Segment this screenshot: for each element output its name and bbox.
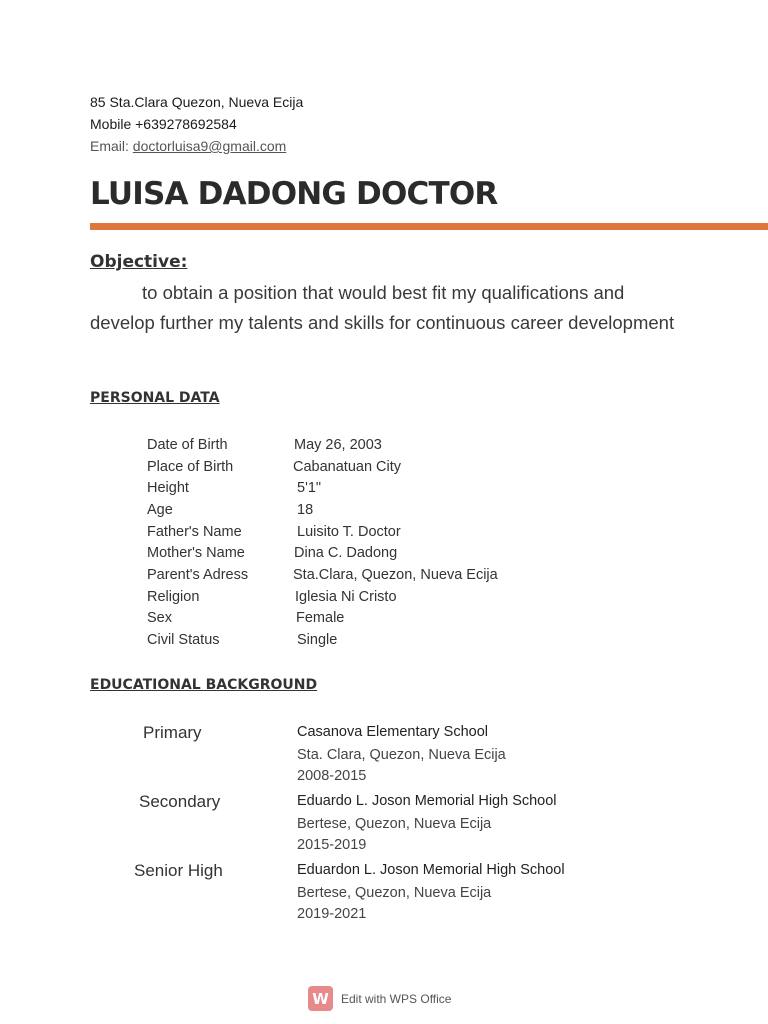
pd-value-age: 18: [297, 502, 314, 518]
pd-label-age: Age: [147, 502, 173, 518]
edu-address-primary: Sta. Clara, Quezon, Nueva Ecija: [297, 747, 506, 763]
pd-label-birthplace: Place of Birth: [147, 459, 234, 475]
accent-rule: [90, 223, 768, 230]
edu-years-primary: 2008-2015: [297, 768, 367, 784]
pd-value-sex: Female: [296, 610, 345, 626]
email-line: [90, 135, 286, 157]
edu-years-secondary: 2015-2019: [297, 837, 367, 853]
edu-school-secondary: Eduardo L. Joson Memorial High School: [297, 793, 557, 809]
pd-value-birthplace: Cabanatuan City: [293, 459, 402, 475]
pd-value-mother: Dina C. Dadong: [294, 545, 398, 561]
personal-data-heading: PERSONAL DATA: [90, 390, 220, 406]
email-label: Email:: [90, 138, 129, 154]
candidate-name: LUISA DADONG DOCTOR: [90, 176, 498, 212]
edu-level-secondary: Secondary: [139, 792, 221, 811]
pd-label-civil-status: Civil Status: [147, 632, 220, 648]
address: 85 Sta.Clara Quezon, Nueva Ecija: [90, 94, 304, 110]
pd-value-height: 5'1": [297, 480, 322, 496]
edu-school-senior-high: Eduardon L. Joson Memorial High School: [297, 862, 565, 878]
pd-value-dob: May 26, 2003: [294, 437, 382, 453]
pd-label-religion: Religion: [147, 589, 200, 605]
pd-label-mother: Mother's Name: [147, 545, 245, 561]
pd-value-parents-address: Sta.Clara, Quezon, Nueva Ecija: [293, 567, 498, 583]
wps-footer[interactable]: [308, 986, 451, 1011]
wps-footer-text: Edit with WPS Office: [341, 991, 452, 1006]
objective-heading: Objective:: [90, 252, 188, 272]
pd-label-dob: Date of Birth: [147, 437, 228, 453]
edu-address-senior-high: Bertese, Quezon, Nueva Ecija: [297, 885, 492, 901]
pd-label-height: Height: [147, 480, 189, 496]
pd-value-father: Luisito T. Doctor: [297, 524, 401, 540]
pd-label-sex: Sex: [147, 610, 172, 626]
education-heading: EDUCATIONAL BACKGROUND: [90, 677, 318, 693]
email-link[interactable]: doctorluisa9@gmail.com: [132, 138, 287, 154]
edu-years-senior-high: 2019-2021: [297, 906, 367, 922]
objective-text: to obtain a position that would best fit my qualifications and develop further my talents and skills for continuous career development: [90, 282, 675, 333]
edu-level-senior-high: Senior High: [134, 861, 223, 880]
wps-office-icon: W: [308, 986, 333, 1011]
edu-level-primary: Primary: [143, 723, 202, 742]
pd-value-religion: Iglesia Ni Cristo: [295, 589, 397, 605]
edu-school-primary: Casanova Elementary School: [297, 724, 489, 740]
mobile-number: Mobile +639278692584: [90, 116, 237, 132]
pd-value-civil-status: Single: [297, 632, 338, 648]
pd-label-parents-address: Parent's Adress: [147, 567, 249, 583]
edu-address-secondary: Bertese, Quezon, Nueva Ecija: [297, 816, 492, 832]
pd-label-father: Father's Name: [147, 524, 242, 540]
